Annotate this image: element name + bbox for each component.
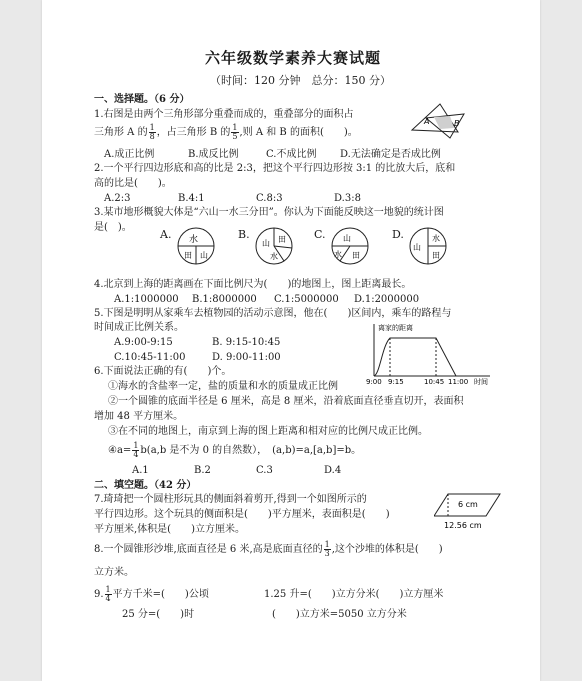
q4-option-b: B.1:8000000 [192,294,257,305]
q7-fig-width: 12.56 cm [444,521,482,530]
q6-option-c: C.3 [256,465,273,476]
q5-option-a: A.9:00-9:15 [114,337,173,348]
q2-option-d: D.3:8 [334,193,361,204]
q6-option-a: A.1 [132,465,149,476]
q1-triangles-figure [410,102,466,142]
svg-text:水: 水 [334,250,342,259]
q9-line1-a: 9. $\frac{1}{4}$ 平方千米=( )公顷 [94,585,209,603]
q6-statement-2a: ②一个圆锥的底面半径是 6 厘米，高是 8 厘米，沿着底面直径垂直切开，表面积 [108,396,464,407]
svg-text:山: 山 [200,251,208,260]
q6-statement-1: ①海水的含盐率一定，盐的质量和水的质量成正比例 [108,381,338,392]
q1-fraction-b: $\frac{1}{5}$ [232,123,238,141]
exam-page [42,0,540,681]
q4-option-a: A.1:1000000 [114,294,179,305]
svg-text:田: 田 [432,251,440,260]
q5-chart-ylabel: 离家的距离 [378,324,413,332]
q7-line1: 7.琦琦把一个圆柱形玩具的侧面斜着剪开,得到一个如图所示的 [94,494,367,505]
q6-statement-2b: 增加 48 平方厘米。 [94,411,184,422]
q1-fraction-a: $\frac{1}{8}$ [149,123,155,141]
q3-label-d: D. [392,228,404,241]
section-fill-heading: 二、填空题。（42 分） [94,480,197,491]
q1-option-c: C.不成比例 [266,149,317,160]
q6-fraction: $\frac{1}{4}$ [133,441,139,459]
q1-fig-label-a: A [424,117,430,126]
q1-option-d: D.无法确定是否成比例 [340,149,441,160]
svg-text:水: 水 [189,235,199,245]
q2-option-a: A.2:3 [104,193,131,204]
q8-fraction: $\frac{1}{3}$ [324,540,330,558]
q5-tick-3: 10:45 [424,378,445,386]
page-title: 六年级数学素养大赛试题 [205,49,382,67]
q5-tick-2: 9:15 [388,378,404,386]
q9-line2-a: 25 分=( )时 [122,609,195,620]
q5-chart-xlabel: 时间 [474,378,488,386]
q1-fig-label-b: B [454,119,460,128]
q6-line1: 6.下面说法正确的有( )个。 [94,366,232,377]
q5-line2: 时间成正比例关系。 [94,322,184,333]
q3-label-a: A. [160,228,172,241]
q2-line1: 2.一个平行四边形底和高的比是 2:3，把这个平行四边形按 3:1 的比放大后，底和 [94,163,456,174]
q6-statement-4: ④a= $\frac{1}{4}$ b(a,b 是不为 0 的自然数）， (a,b)=a,[a,b]=b。 [108,441,362,459]
q3-line1: 3.某市地形概貌大体是“六山一水三分田”。你认为下面能反映这一地貌的统计图 [94,207,444,218]
q3-pie-c [330,226,370,266]
svg-text:山: 山 [343,234,351,243]
svg-text:水: 水 [432,234,440,243]
q7-parallelogram-figure [434,490,506,532]
q3-label-c: C. [314,228,326,241]
q3-pie-b [254,226,294,266]
q3-pie-a [176,226,216,266]
svg-text:山: 山 [262,239,270,248]
svg-text:山: 山 [413,243,421,252]
q5-tick-4: 11:00 [448,378,469,386]
q8-line1: 8.一个圆锥形沙堆,底面直径是 6 米,高是底面直径的 $\frac{1}{3}$ ,这个沙堆的体积是( ) [94,540,443,558]
q3-line2: 是( )。 [94,222,132,233]
q4-line1: 4.北京到上海的距离画在下面比例尺为( )的地图上，图上距离最长。 [94,279,412,290]
q8-line2: 立方米。 [94,567,134,578]
svg-text:田: 田 [352,251,360,260]
q6-statement-3: ③在不同的地图上，南京到上海的图上距离和相对应的比例尺成正比例。 [108,426,428,437]
page-subtitle: （时间：120 分钟 总分：150 分） [210,74,391,87]
q1-line1: 1.右图是由两个三角形部分重叠而成的，重叠部分的面积占 [94,109,354,120]
q6-option-d: D.4 [324,465,342,476]
q5-option-c: C.10:45-11:00 [114,352,186,363]
q3-pie-d [408,226,448,266]
q5-option-b: B. 9:15-10:45 [212,337,281,348]
q1-option-b: B.成反比例 [188,149,239,160]
q2-line2: 高的比是( )。 [94,178,172,189]
q1-line2: 三角形 A 的 $\frac{1}{8}$ ，占三角形 B 的 $\frac{1}{5}$ ,则 A 和 B 的面积( )。 [94,123,358,141]
q7-line3: 平方厘米,体积是( )立方厘米。 [94,524,245,535]
q3-label-b: B. [238,228,250,241]
q9-line1-b: 1.25 升=( )立方分米( )立方厘米 [264,589,444,600]
svg-text:田: 田 [184,251,192,260]
q6-option-b: B.2 [194,465,211,476]
q2-option-b: B.4:1 [178,193,205,204]
q5-distance-time-chart [364,320,494,386]
q4-option-c: C.1:5000000 [274,294,339,305]
q7-fig-height: 6 cm [458,500,478,509]
q9-line2-b: ( )立方米=5050 立方分米 [272,609,407,620]
q5-tick-1: 9:00 [366,378,382,386]
q1-option-a: A.成正比例 [104,149,155,160]
svg-text:田: 田 [278,235,286,244]
q7-line2: 平行四边形。这个玩具的侧面积是( )平方厘米，表面积是( ) [94,509,390,520]
svg-text:水: 水 [270,252,278,261]
q2-option-c: C.8:3 [256,193,283,204]
q5-line1: 5.下图是明明从家乘车去植物园的活动示意图，他在( )区间内，乘车的路程与 [94,308,452,319]
q9-fraction: $\frac{1}{4}$ [105,585,111,603]
q5-option-d: D. 9:00-11:00 [212,352,281,363]
section-choice-heading: 一、选择题。（6 分） [94,94,190,105]
q4-option-d: D.1:2000000 [354,294,420,305]
